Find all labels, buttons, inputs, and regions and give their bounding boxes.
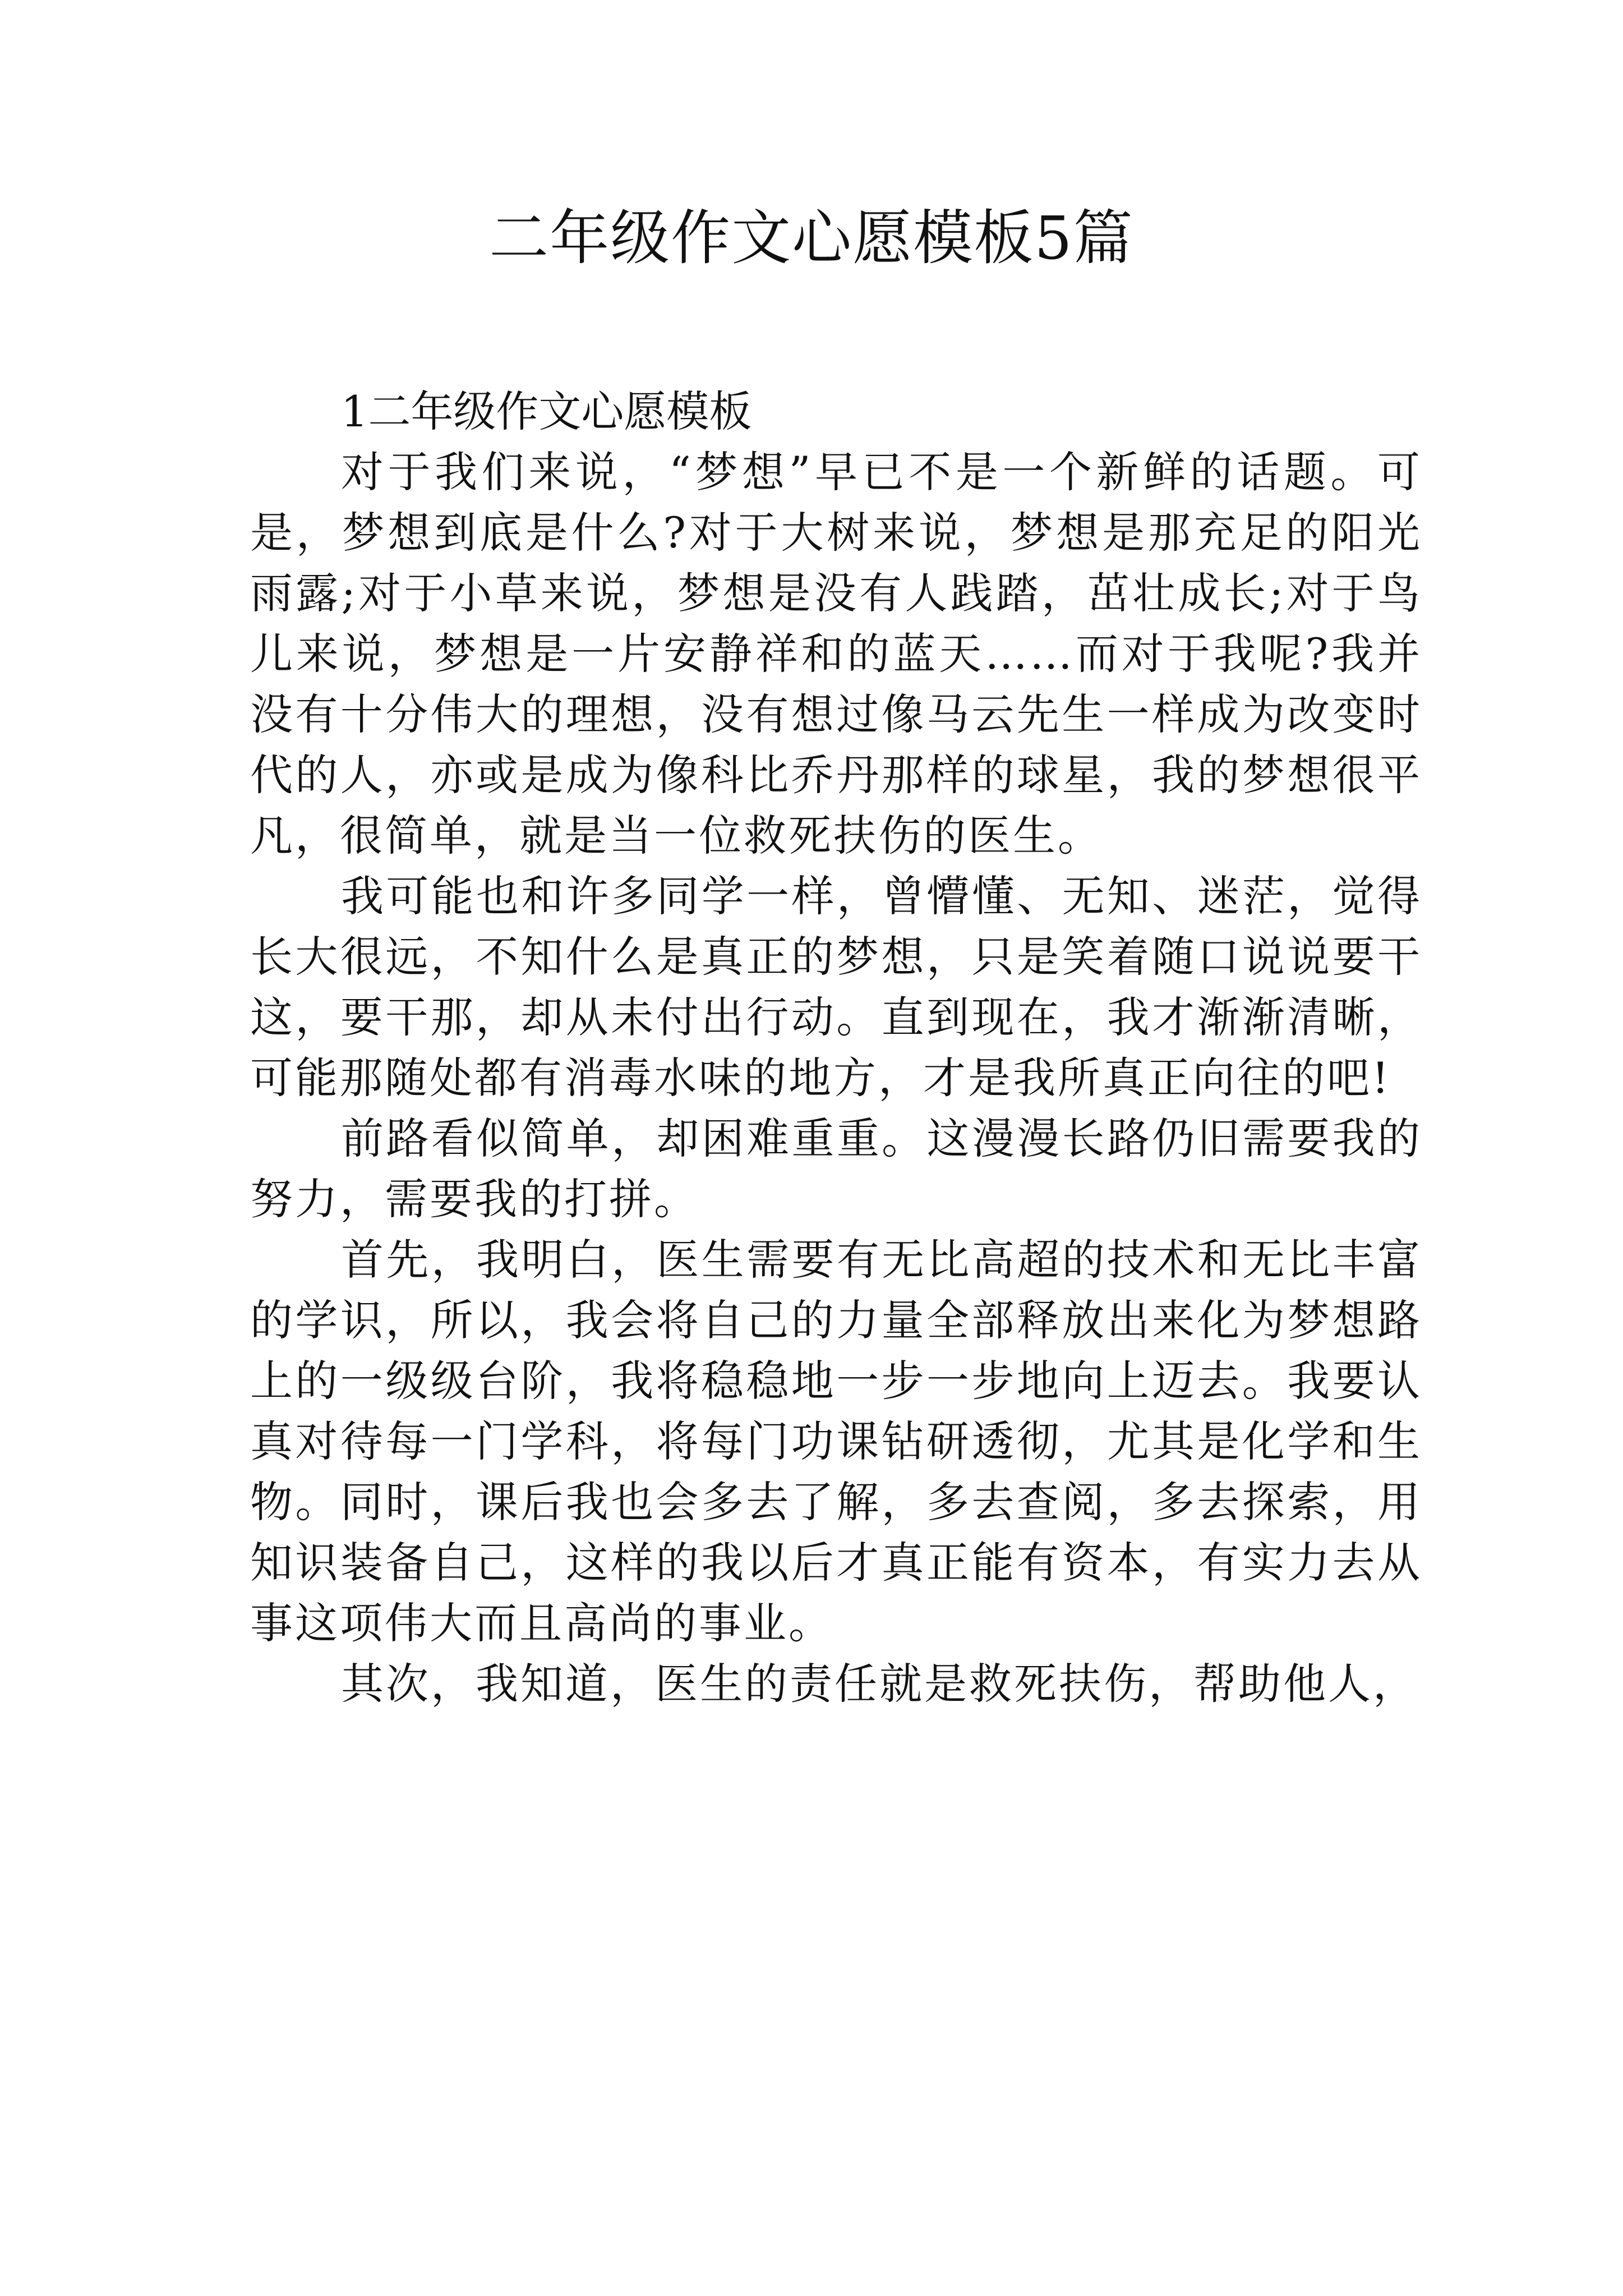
paragraph-4: 首先，我明白，医生需要有无比高超的技术和无比丰富的学识，所以，我会将自己的力量全部释放出来化为梦想路上的一级级台阶，我将稳稳地一步一步地向上迈去。我要认真对待每一门学科，将每门功课钻研透彻，尤其是化学和生物。同时，课后我也会多去了解，多去查阅，多去探索，用知识装备自己，这样的我以后才真正能有资本，有实力去从事这项伟大而且高尚的事业。: [250, 1235, 1422, 1648]
paragraph-2: 我可能也和许多同学一样，曾懵懂、无知、迷茫，觉得长大很远，不知什么是真正的梦想，只是笑着随口说说要干这，要干那，却从未付出行动。直到现在，我才渐渐清晰，可能那随处都有消毒水味的地方，才是我所真正向往的吧!: [250, 871, 1422, 1103]
section-heading: 1二年级作文心愿模板: [341, 386, 752, 436]
document-body: [250, 381, 1422, 1714]
paragraph-1: 对于我们来说，“梦想”早已不是一个新鲜的话题。可是，梦想到底是什么?对于大树来说，梦想是那充足的阳光雨露;对于小草来说，梦想是没有人践踏，茁壮成长;对于鸟儿来说，梦想是一片安静祥和的蓝天……而对于我呢?我并没有十分伟大的理想，没有想过像马云先生一样成为改变时代的人，亦或是成为像科比乔丹那样的球星，我的梦想很平凡，很简单，就是当一位救死扶伤的医生。: [250, 447, 1422, 861]
paragraph-5: 其次，我知道，医生的责任就是救死扶伤，帮助他人，: [341, 1659, 1418, 1709]
paragraph-3: 前路看似简单，却困难重重。这漫漫长路仍旧需要我的努力，需要我的打拼。: [250, 1114, 1422, 1224]
document-title: 二年级作文心愿模板5篇: [489, 204, 1134, 273]
